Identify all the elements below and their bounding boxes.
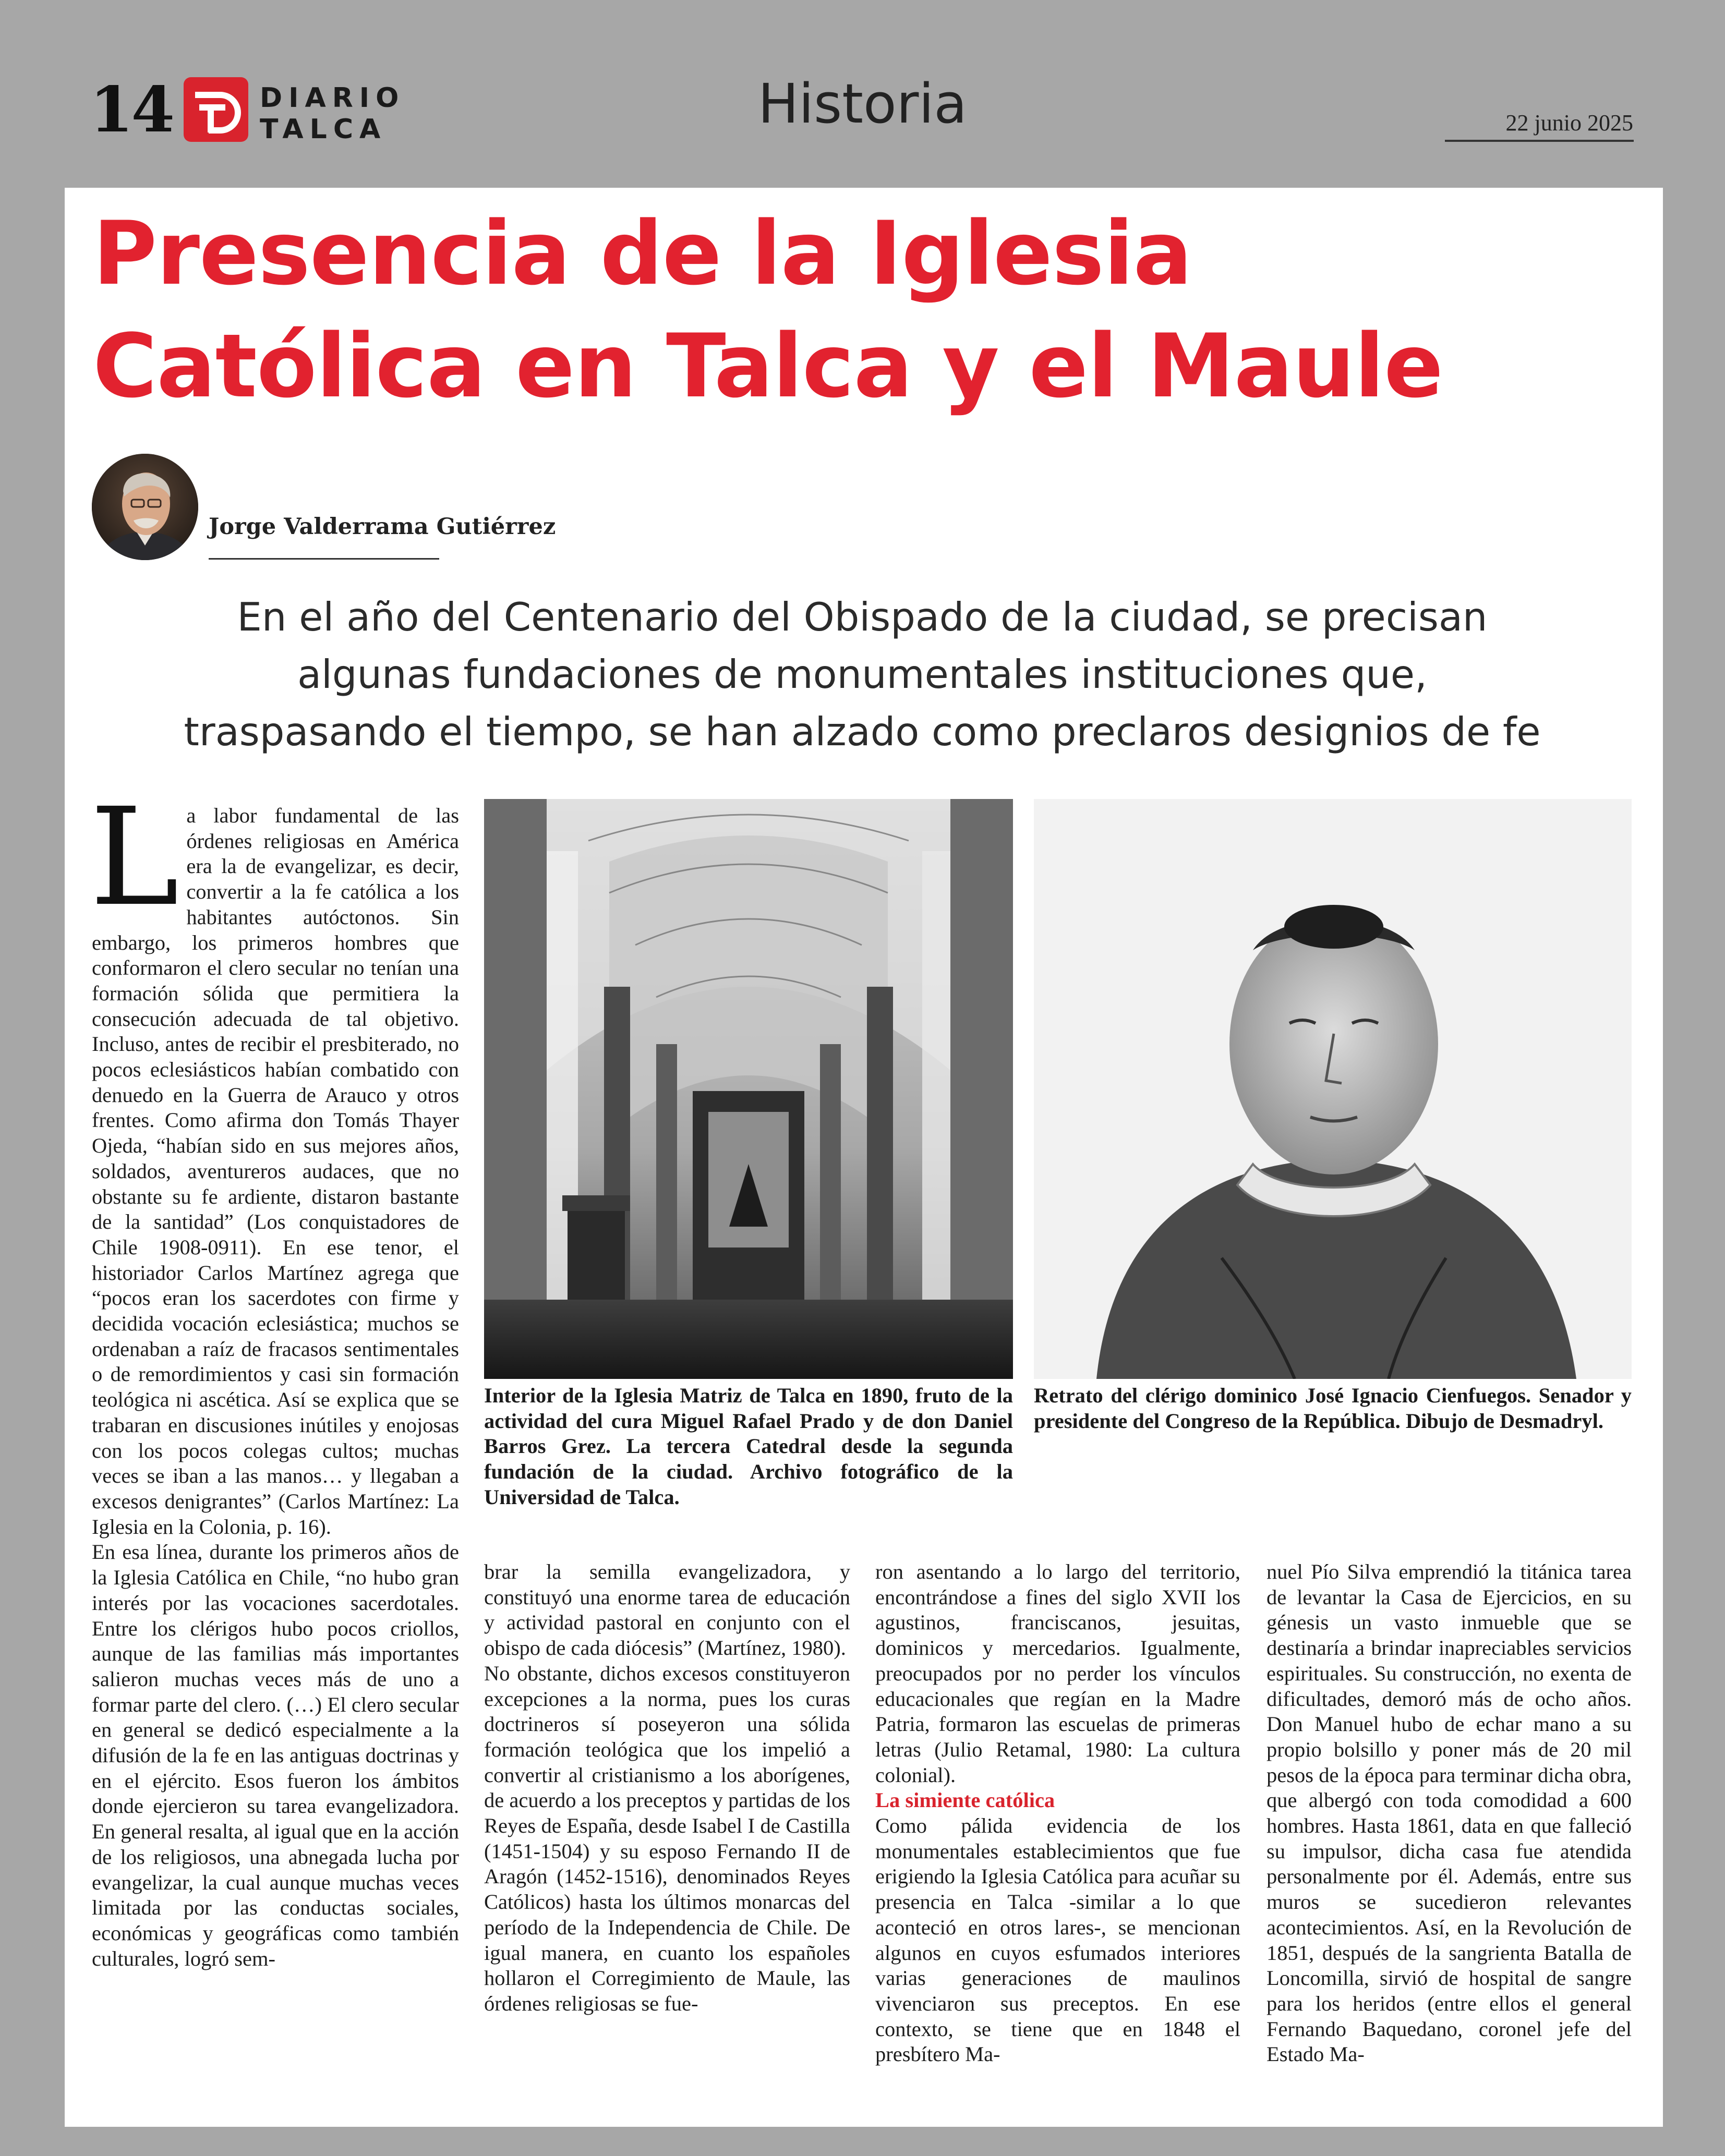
date-underline <box>1445 140 1634 142</box>
page-number: 14 <box>90 73 173 147</box>
col1-paragraph-1: a labor fundamental de las órdenes religiosas en América era la de evangelizar, es decir, convertir a la fe católica a los habitantes autóctonos. Sin embargo, los primeros hombres que conformaron el clero secular no tenían una formación sólida que permitiera la consecución adecuada de tal objetivo. Incluso, antes de recibir el presbiterado, no pocos eclesiásticos habían combatido con denuedo en la Guerra de Arauco y otros frentes. Como afirma don Tomás Thayer Ojeda, “habían sido en sus mejores años, soldados, aventureros audaces, que no obstante su fe ardiente, distaron bastante de la santidad” (Los conquistadores de Chile 1908-0911). En ese tenor, el historiador Carlos Martínez agrega que “pocos eran los sacerdotes con firme y decidida vocación eclesiástica; muchos se ordenaban a raíz de fracasos sentimentales o de remordimientos y casi sin formación teológica ni ascética. Así se explica que se trabaran en discusiones inútiles y enojosas con los pocos colegas cultos; muchas veces se iban a las manos… y llegaban a excesos denigrantes” (Carlos Martínez: La Iglesia en la Colonia, p. 16). <box>92 804 459 1539</box>
drop-cap: L <box>90 779 179 936</box>
headline-line-1: Presencia de la Iglesia <box>93 202 1192 305</box>
subhead-line-1: En el año del Centenario del Obispado de la ciudad, se precisan <box>237 594 1488 640</box>
portrait-caption: Retrato del clérigo dominico José Ignacio Cienfuegos. Senador y presidente del Congreso de la República. Dibujo de Desmadryl. <box>1034 1384 1632 1433</box>
col1-paragraph-2: En esa línea, durante los primeros años de la Iglesia Católica en Chile, “no hubo gran interés por las vocaciones sacerdotales. Entre los clérigos hubo pocos criollos, aunque de las familias más importantes salieron muchas veces más de uno a formar parte del clero. (…) El clero secular en general se dedicó especialmente a la difusión de la fe en las antiguas doctrinas y en el ejército. Esos fueron los ámbitos donde ejercieron su tarea evangelizadora. En general resalta, al igual que en la acción de los religiosos, una abnegada lucha por evangelizar, la cual aunque muchas veces limitada por las conductas sociales, económicas y geográficas como también culturales, logró sem- <box>92 1540 459 1970</box>
col2-paragraph-2: No obstante, dichos excesos constituyeron excepciones a la norma, pues los curas doctrineros sí poseyeron una sólida formación teológica que los impelió a convertir al cristianismo a los aborígenes, de acuerdo a los preceptos y partidas de los Reyes de España, desde Isabel I de Castilla (1451-1504) y su esposo Fernando II de Aragón (1452-1516), denominados Reyes Católicos) hasta los últimos monarcas del período de la Independencia de Chile. De igual manera, en cuanto los españoles hollaron el Corregimiento de Maule, las órdenes religiosas se fue- <box>484 1661 850 2015</box>
author-underline <box>209 558 439 560</box>
col4-paragraph-1: nuel Pío Silva emprendió la titánica tarea de levantar la Casa de Ejercicios, en su génesis un vasto inmueble que se destinaría a brindar inapreciables servicios espirituales. Su construcción, no exenta de dificultades, demoró más de ocho años. Don Manuel hubo de echar mano a su propio bolsillo y poner más de 20 mil pesos de la época para terminar dicha obra, que albergó con toda comodidad a 600 hombres. Hasta 1861, data en que falleció su impulsor, dicha casa fue atendida personalmente por él. Además, entre sus muros se sucedieron relevantes acontecimientos. Así, en la Revolución de 1851, después de la sangrienta Batalla de Loncomilla, sirvió de hospital de sangre para los heridos (entre ellos el general Fernando Baquedano, coronel jefe del Estado Ma- <box>1266 1560 1632 2066</box>
subheadline <box>93 588 1632 760</box>
column-1 <box>90 779 459 1971</box>
author-name: Jorge Valderrama Gutiérrez <box>209 514 556 540</box>
church-interior-photo <box>484 799 1013 1379</box>
issue-date: 22 junio 2025 <box>1505 110 1633 136</box>
cienfuegos-portrait <box>1034 799 1632 1379</box>
logo-line-talca: TALCA <box>260 114 387 145</box>
subhead-line-3: traspasando el tiempo, se han alzado como preclaros designios de fe <box>184 709 1541 755</box>
column-4 <box>1266 1559 1632 2067</box>
logo-line-diario: DIARIO <box>260 82 405 114</box>
col3-paragraph-2: Como pálida evidencia de los monumentales establecimientos que fue erigiendo la Iglesia Católica para acuñar su presencia en Talca -similar a lo que aconteció en otros lares-, se mencionan algunos en cuyos esfumados interiores varias generaciones de maulinos vivenciaron sus preceptos. En ese contexto, se tiene que en 1848 el presbítero Ma- <box>875 1814 1240 2066</box>
column-2 <box>484 1559 850 2017</box>
headline-line-2: Católica en Talca y el Maule <box>93 315 1443 417</box>
headline <box>93 197 1632 422</box>
column-3 <box>875 1559 1240 2067</box>
author-avatar <box>92 454 198 560</box>
church-photo-caption: Interior de la Iglesia Matriz de Talca en 1890, fruto de la actividad del cura Miguel Rafael Prado y de don Daniel Barros Grez. La tercera Catedral desde la segunda fundación de la ciudad. Archivo fotográfico de la Universidad de Talca. <box>484 1384 1013 1509</box>
col2-paragraph-1: brar la semilla evangelizadora, y constituyó una enorme tarea de educación y actividad pastoral en conjunto con el obispo de cada diócesis” (Martínez, 1980). <box>484 1560 850 1660</box>
section-title: Historia <box>757 72 968 136</box>
col3-paragraph-1: ron asentando a lo largo del territorio, encontrándose a fines del siglo XVII los agustinos, franciscanos, jesuitas, dominicos y mercedarios. Igualmente, preocupados por no perder los vínculos educacionales que regían en la Madre Patria, formaron las escuelas de primeras letras (Julio Retamal, 1980: La cultura colonial). <box>875 1560 1240 1787</box>
subhead-line-2: algunas fundaciones de monumentales instituciones que, <box>297 651 1427 697</box>
col3-subtitle: La simiente católica <box>875 1788 1055 1812</box>
